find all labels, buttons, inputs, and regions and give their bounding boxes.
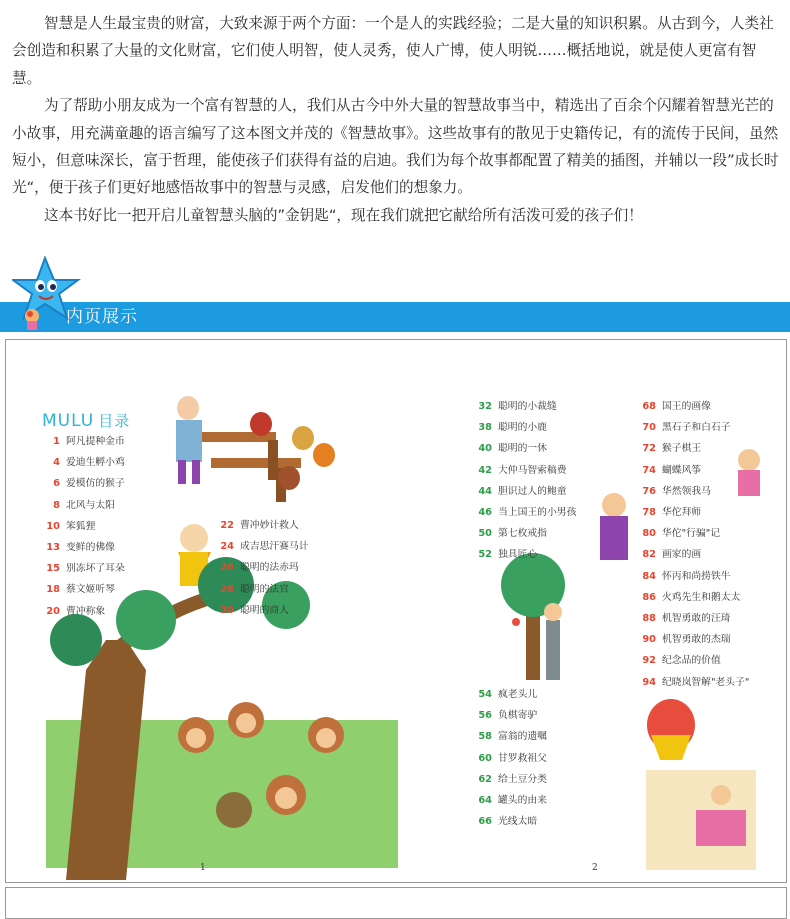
toc-entry bbox=[216, 584, 289, 596]
toc-entry bbox=[632, 634, 731, 646]
toc-entry bbox=[36, 457, 125, 469]
toc-title: 华佗拜师 bbox=[662, 507, 702, 518]
toc-title: 聪明的法赤玛 bbox=[240, 562, 299, 574]
toc-title: 画家的画 bbox=[662, 549, 702, 561]
intro-paragraph-3: 这本书好比一把开启儿童智慧头脑的”金钥匙“，现在我们就把它献给所有活泼可爱的孩子们！ bbox=[44, 206, 643, 224]
toc-page-number: 38 bbox=[478, 422, 492, 434]
toc-title: 聪明的商人 bbox=[240, 604, 289, 616]
toc-page-number: 20 bbox=[46, 605, 60, 617]
toc-entry bbox=[468, 549, 537, 561]
toc-entry bbox=[632, 677, 749, 689]
toc-title: 华然领我马 bbox=[662, 485, 711, 497]
toc-heading-en: MULU bbox=[42, 411, 95, 431]
toc-page-number: 18 bbox=[46, 584, 60, 596]
toc-entry bbox=[468, 710, 537, 722]
toc-title: 华佗"行骗"记 bbox=[662, 528, 720, 540]
toc-entry bbox=[632, 465, 701, 477]
toc-page-number: 8 bbox=[53, 499, 60, 511]
toc-entry bbox=[468, 465, 567, 477]
toc-entry bbox=[36, 521, 95, 533]
toc-title: 曹冲称象 bbox=[66, 605, 106, 617]
toc-page-number: 64 bbox=[478, 795, 492, 806]
intro-paragraph-2: 为了帮助小朋友成为一个富有智慧的人，我们从古今中外大量的智慧故事当中，精选出了百余个闪耀着智慧光芒的小故事，用充满童趣的语言编写了这本图文并茂的《智慧故事》。这些故事有的散见于史籍传记，有的流传于民间，虽然短小，但意味深长，富于哲理，能使孩子们获得有益的启迪。我们为每个故事都配置了精美的插图，并辅以一段”成长时光“，便于孩子们更好地感悟故事中的智慧与灵感，启发他们的想象力。 bbox=[12, 97, 779, 197]
toc-entry bbox=[632, 401, 711, 413]
toc-page-number: 44 bbox=[478, 485, 492, 497]
toc-entry bbox=[632, 507, 701, 519]
toc-entry bbox=[632, 655, 721, 667]
toc-page-number: 15 bbox=[46, 563, 60, 575]
toc-title: 火鸡先生和鹅太太 bbox=[662, 591, 741, 603]
toc-entry bbox=[632, 592, 740, 604]
toc-title: 当上国王的小男孩 bbox=[498, 507, 577, 518]
toc-entry bbox=[632, 549, 701, 561]
toc-title: 阿凡提种金币 bbox=[66, 436, 125, 447]
toc-entry bbox=[468, 795, 547, 807]
next-preview-frame bbox=[5, 887, 787, 919]
classroom-illustration bbox=[176, 396, 335, 502]
book-preview bbox=[5, 339, 787, 883]
toc-page-number: 74 bbox=[642, 464, 656, 476]
toc-entry bbox=[216, 605, 289, 617]
toc-entry bbox=[216, 541, 309, 553]
toc-page-number: 66 bbox=[478, 816, 492, 828]
toc-title: 大仲马智索稿费 bbox=[498, 464, 567, 476]
toc-page-number: 46 bbox=[478, 507, 492, 518]
intro-paragraph-1: 智慧是人生最宝贵的财富，大致来源于两个方面：一个是人的实践经验；二是大量的知识积累。从古到今，人类社会创造和积累了大量的文化财富，它们使人明智，使人灵秀，使人广博，使人明锐……概括地说，就是使人更富有智慧。 bbox=[12, 15, 774, 87]
toc-page-number: 22 bbox=[220, 520, 234, 531]
toc-entry bbox=[468, 443, 547, 455]
toc-page-number: 60 bbox=[478, 752, 492, 764]
toc-entry bbox=[632, 486, 711, 498]
toc-title: 聪明的法官 bbox=[240, 583, 289, 595]
toc-title: 光线太暗 bbox=[498, 816, 538, 828]
toc-title: 猴子棋王 bbox=[662, 443, 702, 455]
toc-title: 罐头的由来 bbox=[498, 795, 547, 806]
toc-page-number: 24 bbox=[220, 541, 234, 553]
toc-page-number: 40 bbox=[478, 443, 492, 455]
toc-page-number: 80 bbox=[642, 528, 656, 540]
toc-entry bbox=[36, 478, 125, 490]
toc-entry bbox=[632, 528, 720, 540]
section-title: 内页展示 bbox=[66, 307, 138, 327]
toc-entry bbox=[36, 542, 115, 554]
toc-entry bbox=[468, 507, 576, 519]
toc-page-number: 10 bbox=[46, 520, 60, 532]
toc-entry bbox=[468, 422, 547, 434]
toc-title: 富翁的遗嘱 bbox=[498, 731, 547, 743]
toc-title: 国王的画像 bbox=[662, 401, 711, 412]
toc-page-number: 84 bbox=[642, 570, 656, 582]
toc-entry bbox=[468, 528, 547, 540]
toc-page-number: 13 bbox=[46, 542, 60, 553]
toc-heading-cn: 目录 bbox=[98, 412, 131, 430]
toc-page-number: 30 bbox=[220, 604, 234, 616]
toc-page-number: 52 bbox=[478, 549, 492, 561]
toc-page-number: 62 bbox=[478, 773, 492, 785]
toc-page-number: 88 bbox=[642, 613, 656, 624]
toc-title: 变鲜的佛像 bbox=[66, 542, 115, 553]
toc-entry bbox=[632, 422, 731, 434]
toc-title: 胆识过人的鲍童 bbox=[498, 485, 567, 497]
toc-page-number: 50 bbox=[478, 528, 492, 540]
toc-entry bbox=[468, 486, 567, 498]
toc-entry bbox=[468, 689, 537, 701]
page-number-left: 1 bbox=[200, 863, 206, 873]
toc-heading bbox=[42, 410, 130, 431]
toc-page-number: 58 bbox=[478, 731, 492, 743]
toc-entry bbox=[36, 606, 105, 618]
toc-title: 怀丙和尚捞铁牛 bbox=[662, 570, 731, 582]
toc-entry bbox=[468, 774, 547, 786]
toc-page-number: 4 bbox=[53, 457, 60, 469]
toc-page-number: 28 bbox=[220, 583, 234, 595]
page-number-right: 2 bbox=[592, 863, 598, 873]
toc-page-number: 1 bbox=[53, 436, 60, 447]
toc-title: 疯老头儿 bbox=[498, 689, 538, 700]
toc-page-number: 68 bbox=[642, 401, 656, 412]
toc-page-number: 78 bbox=[642, 507, 656, 518]
toc-entry bbox=[36, 500, 115, 512]
section-banner bbox=[0, 302, 790, 332]
toc-title: 甘罗救祖父 bbox=[498, 752, 547, 764]
toc-entry bbox=[632, 571, 731, 583]
toc-title: 蝴蝶风筝 bbox=[662, 464, 702, 476]
toc-title: 成吉思汗赛马计 bbox=[240, 541, 309, 553]
toc-entry bbox=[36, 563, 125, 575]
toc-entry bbox=[468, 816, 537, 828]
toc-entry bbox=[216, 562, 299, 574]
toc-page-number: 86 bbox=[642, 591, 656, 603]
toc-entry bbox=[632, 443, 701, 455]
toc-title: 爱模仿的猴子 bbox=[66, 478, 125, 490]
toc-page-number: 76 bbox=[642, 485, 656, 497]
toc-page-number: 70 bbox=[642, 422, 656, 434]
toc-page-number: 26 bbox=[220, 562, 234, 574]
toc-title: 黑石子和白石子 bbox=[662, 422, 731, 434]
toc-title: 曹冲妙计救人 bbox=[240, 520, 299, 531]
toc-title: 别冻坏了耳朵 bbox=[66, 563, 125, 575]
toc-entry bbox=[632, 613, 731, 625]
toc-entry bbox=[468, 731, 547, 743]
toc-title: 聪明的一休 bbox=[498, 443, 547, 455]
toc-page-number: 54 bbox=[478, 689, 492, 700]
star-mascot-icon bbox=[12, 256, 82, 334]
toc-page-number: 72 bbox=[642, 443, 656, 455]
toc-title: 笨狐狸 bbox=[66, 520, 96, 532]
toc-title: 蔡文姬听琴 bbox=[66, 584, 115, 596]
toc-entry bbox=[468, 753, 547, 765]
toc-page-number: 32 bbox=[478, 401, 492, 412]
toc-page-number: 56 bbox=[478, 710, 492, 722]
toc-title: 机智勇敢的汪琦 bbox=[662, 613, 731, 624]
toc-page-number: 94 bbox=[642, 676, 656, 688]
toc-title: 第七枚戒指 bbox=[498, 528, 547, 540]
toc-entry bbox=[216, 520, 299, 532]
toc-title: 负棋寄驴 bbox=[498, 710, 538, 722]
toc-page-number: 42 bbox=[478, 464, 492, 476]
toc-entry bbox=[36, 436, 125, 448]
toc-title: 纪晓岚智解"老头子" bbox=[662, 676, 750, 688]
toc-title: 独具匠心 bbox=[498, 549, 538, 561]
toc-entry bbox=[468, 401, 557, 413]
toc-title: 机智勇敢的杰瑞 bbox=[662, 634, 731, 646]
toc-title: 给土豆分类 bbox=[498, 773, 547, 785]
toc-page-number: 82 bbox=[642, 549, 656, 561]
toc-page-number: 90 bbox=[642, 634, 656, 646]
toc-entry bbox=[36, 584, 115, 596]
toc-page-number: 92 bbox=[642, 655, 656, 667]
toc-title: 北风与太阳 bbox=[66, 499, 115, 511]
toc-title: 爱迪生孵小鸡 bbox=[66, 457, 125, 469]
toc-title: 聪明的小鹿 bbox=[498, 422, 547, 434]
toc-title: 聪明的小裁缝 bbox=[498, 401, 557, 412]
toc-page-number: 6 bbox=[53, 478, 60, 490]
intro-text bbox=[12, 10, 782, 229]
toc-title: 纪念品的价值 bbox=[662, 655, 721, 667]
